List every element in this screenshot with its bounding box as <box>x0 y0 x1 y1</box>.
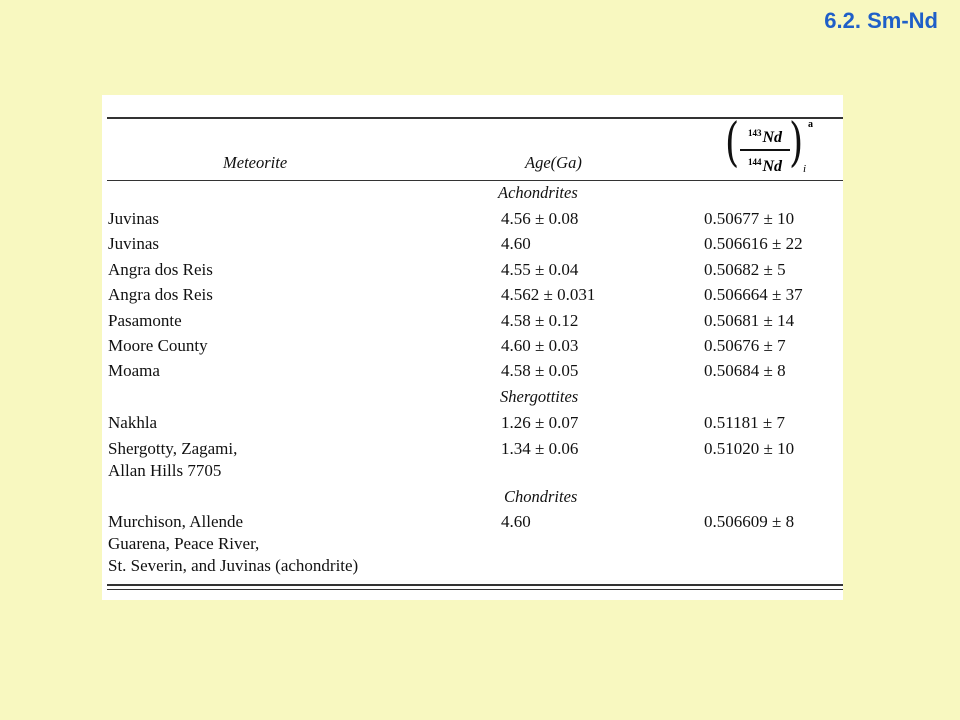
left-paren: ( <box>725 113 740 173</box>
header-age: Age(Ga) <box>525 153 582 172</box>
header-rule <box>107 180 843 181</box>
table-row-meteorite: Shergotty, Zagami, <box>108 439 238 458</box>
table-row-age: 4.60 <box>501 234 531 253</box>
table-row-age: 4.60 <box>501 512 531 531</box>
table-row-age: 1.34 ± 0.06 <box>501 439 579 458</box>
ratio-subscript: i <box>803 163 807 175</box>
table-row-ratio: 0.506664 ± 37 <box>704 285 803 304</box>
table-bottom-rule <box>107 584 843 586</box>
table-row-age: 4.58 ± 0.12 <box>501 311 579 330</box>
slide-title: 6.2. Sm-Nd <box>824 8 938 33</box>
table-row-age: 4.562 ± 0.031 <box>501 285 596 304</box>
section-shergottites: Shergottites <box>500 387 579 406</box>
table-row-age: 4.58 ± 0.05 <box>501 361 579 380</box>
table-row-ratio: 0.51181 ± 7 <box>704 413 785 432</box>
table-row-meteorite: Moama <box>108 361 160 380</box>
table-row-meteorite: Angra dos Reis <box>108 260 213 279</box>
table-row-age: 4.56 ± 0.08 <box>501 209 579 228</box>
table-row-ratio: 0.50681 ± 14 <box>704 311 795 330</box>
ratio-footnote-mark: a <box>808 119 813 130</box>
table-row-meteorite: Nakhla <box>108 413 158 432</box>
table-row-meteorite: Juvinas <box>108 234 159 253</box>
table-row-meteorite: Murchison, Allende <box>108 512 244 531</box>
table-row-age: 4.60 ± 0.03 <box>501 336 579 355</box>
table-row-age: 4.55 ± 0.04 <box>501 260 579 279</box>
ratio-numerator: $^{143}$Nd <box>747 128 783 146</box>
table-row-ratio: 0.506609 ± 8 <box>704 512 795 531</box>
table-row-meteorite: Moore County <box>108 336 208 355</box>
table-row-ratio: 0.50684 ± 8 <box>704 361 786 380</box>
table-bottom-rule-2 <box>107 589 843 590</box>
table-row-age: 1.26 ± 0.07 <box>501 413 579 432</box>
table-row-meteorite: Pasamonte <box>108 311 182 330</box>
table-row-ratio: 0.50677 ± 10 <box>704 209 795 228</box>
table-row-ratio: 0.51020 ± 10 <box>704 439 795 458</box>
ratio-denominator: $^{144}$Nd <box>747 156 783 175</box>
fraction-bar <box>740 149 790 151</box>
nd-fraction <box>740 123 790 177</box>
table-row-ratio: 0.50682 ± 5 <box>704 260 786 279</box>
header-nd-ratio <box>725 113 813 175</box>
section-chondrites: Chondrites <box>504 487 578 506</box>
section-achondrites: Achondrites <box>498 183 578 202</box>
right-paren: ) <box>789 113 804 173</box>
header-meteorite: Meteorite <box>223 153 288 172</box>
table-row-ratio: 0.50676 ± 7 <box>704 336 786 355</box>
table-row-meteorite-line2: Allan Hills 7705 <box>108 461 222 480</box>
table-row-ratio: 0.506616 ± 22 <box>704 234 803 253</box>
table-row-meteorite-line3: St. Severin, and Juvinas (achondrite) <box>108 556 359 575</box>
meteorite-table <box>102 95 843 600</box>
table-row-meteorite: Juvinas <box>108 209 159 228</box>
table-row-meteorite: Angra dos Reis <box>108 285 213 304</box>
table-row-meteorite-line2: Guarena, Peace River, <box>108 534 260 553</box>
